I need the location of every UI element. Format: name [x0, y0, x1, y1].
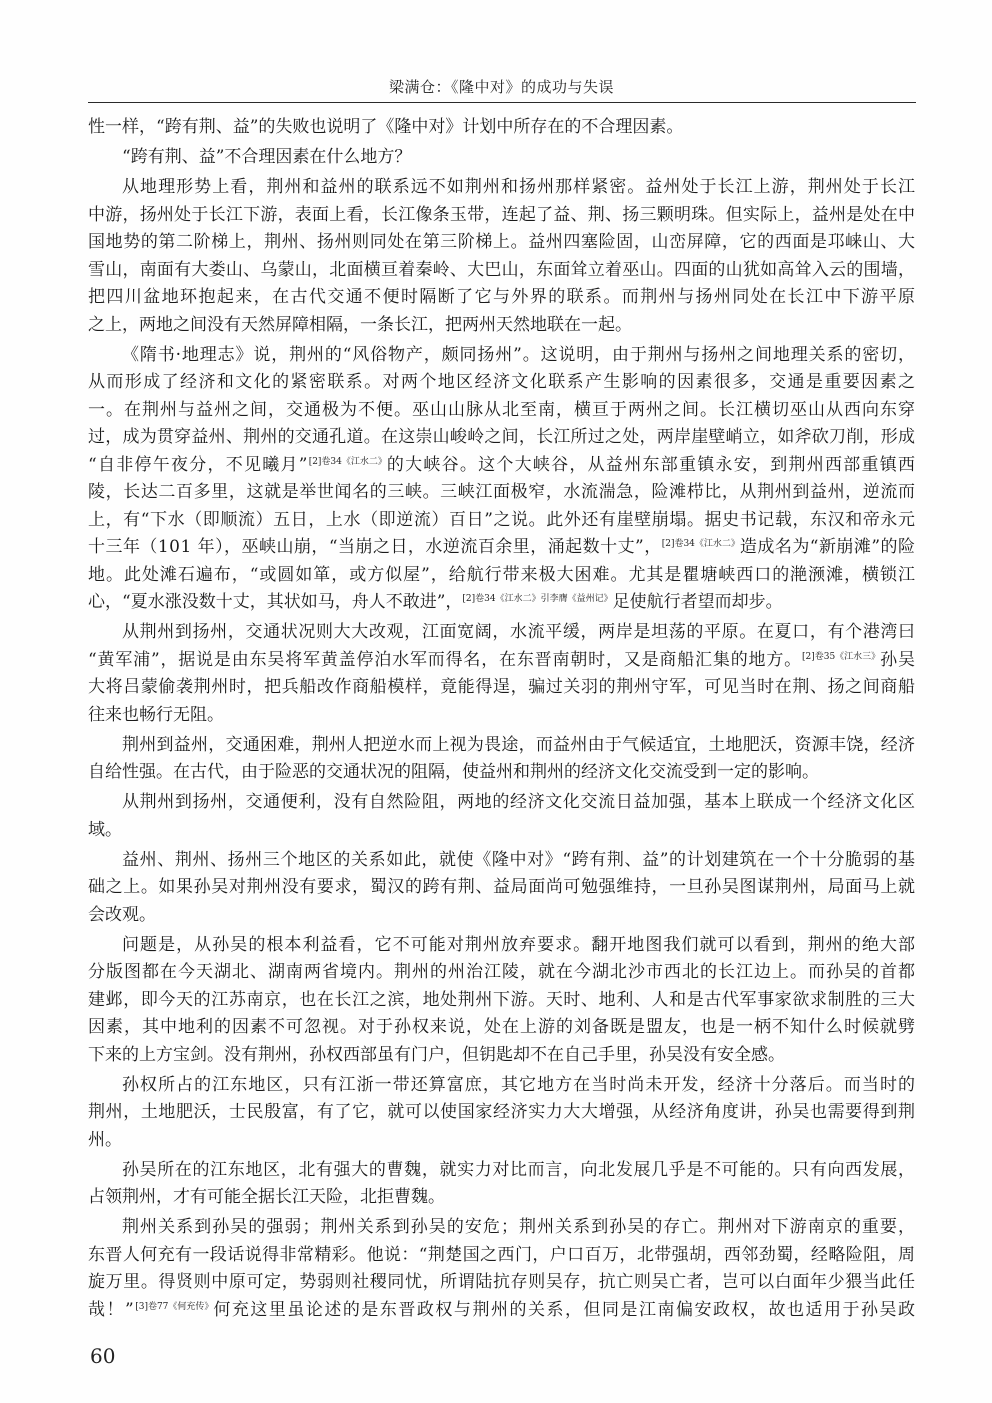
text-run: 性一样，“跨有荆、益”的失败也说明了《隆中对》计划中所存在的不合理因素。	[88, 117, 684, 137]
text-line	[88, 874, 915, 902]
text-line	[88, 1242, 915, 1270]
text-line	[88, 202, 915, 230]
text-line	[88, 257, 915, 285]
paragraph	[88, 789, 915, 844]
paragraph	[88, 144, 915, 172]
text-run: 中游，扬州处于长江下游，表面上看，长江像条玉带，连起了益、荆、扬三颗明珠。但实际上，益州是处在中	[88, 204, 916, 225]
text-line	[88, 817, 915, 845]
text-run: 会改观。	[88, 904, 156, 925]
text-line	[88, 987, 915, 1015]
text-line	[88, 1127, 915, 1155]
text-run: 孙吴	[880, 649, 916, 670]
paragraph	[88, 619, 915, 729]
paragraph	[88, 1214, 915, 1324]
text-run: 一。在荆州与益州之间，交通极为不便。巫山山脉从北至南，横亘于两州之间。长江横切巫山从西向东穿	[88, 399, 916, 420]
text-run: 下来的上方宝剑。没有荆州，孙权西部虽有门户，但钥匙却不在自己手里，孙吴没有安全感。	[88, 1044, 785, 1065]
text-run: 旋万里。得贤则中原可定，势弱则社稷同忧，所谓陆抗存则吴存，抗亡则吴亡者，岂可以白面年少猥当此任	[88, 1272, 916, 1292]
citation-superscript: [2]卷34《江水二》	[661, 539, 740, 549]
text-line	[88, 369, 915, 397]
text-run: 域。	[88, 819, 122, 840]
text-run: 础之上。如果孙吴对荆州没有要求，蜀汉的跨有荆、益局面尚可勉强维持，一旦孙吴图谋荆州，局面马上就	[88, 877, 916, 897]
text-run: 过，成为贯穿益州、荆州的交通孔道。在这崇山峻岭之间，长江所过之处，两岸崖壁峭立，如斧砍刀削，形成	[88, 427, 916, 447]
citation-superscript: [2]卷34《江水二》	[308, 456, 387, 467]
text-line	[88, 674, 915, 702]
text-line	[88, 424, 915, 452]
text-run: 荆州关系到孙吴的强弱；荆州关系到孙吴的安危；荆州关系到孙吴的存亡。荆州对下游南京的重要，	[122, 1217, 917, 1237]
text-run: 荆州，土地肥沃，士民殷富，有了它，就可以使国家经济实力大大增强，从经济角度讲，孙吴也需要得到荆	[88, 1102, 916, 1122]
text-run: 因素，其中地利的因素不可忽视。对于孙权来说，处在上游的刘备既是盟友，也是一柄不知什么时候就劈	[88, 1017, 916, 1037]
text-run: 之上，两地之间没有天然屏障相隔，一条长江，把两州天然地联在一起。	[88, 314, 632, 335]
text-run: 造成名为“新崩滩”的险	[739, 537, 916, 557]
text-run: 东晋人何充有一段话说得非常精彩。他说：“荆楚国之西门，户口百万，北带强胡，西邻劲蜀，经略险阻，周	[88, 1244, 916, 1265]
text-run: 问题是，从孙吴的根本利益看，它不可能对荆州放弃要求。翻开地图我们就可以看到，荆州的绝大部	[122, 934, 917, 955]
text-run: 足使航行者望而却步。	[612, 592, 783, 612]
text-run: 自给性强。在古代，由于险恶的交通状况的阻隔，使益州和荆州的经济文化交流受到一定的影响。	[88, 762, 819, 782]
text-line	[88, 1042, 915, 1070]
text-line	[88, 1072, 915, 1100]
text-line	[88, 507, 915, 535]
text-line	[88, 759, 915, 787]
text-line	[88, 397, 915, 425]
text-run: 哉！”	[88, 1299, 136, 1320]
text-line	[88, 1269, 915, 1297]
paragraph	[88, 114, 915, 142]
paragraph	[88, 174, 915, 339]
article-body	[88, 114, 915, 1324]
text-line	[88, 342, 915, 370]
text-line	[88, 1214, 915, 1242]
text-line	[88, 284, 915, 312]
text-line	[88, 229, 915, 257]
text-run: 的大峡谷。这个大峡谷，从益州东部重镇永安，到荆州西部重镇西	[386, 454, 917, 475]
text-line	[88, 1157, 915, 1185]
text-run: “自非停午夜分，不见曦月”	[88, 454, 309, 475]
page-number: 60	[90, 1344, 116, 1368]
text-run: 十三年（101 年），巫峡山崩，“当崩之日，水逆流百余里，涌起数十丈”，	[88, 537, 662, 557]
text-line	[88, 647, 915, 675]
text-run: 荆州到益州，交通困难，荆州人把逆水而上视为畏途，而益州由于气候适宜，土地肥沃，资源丰饶，经济	[122, 734, 916, 755]
paragraph	[88, 847, 915, 930]
text-run: 孙权所占的江东地区，只有江浙一带还算富庶，其它地方在当时尚未开发，经济十分落后。而当时的	[122, 1074, 917, 1095]
text-line	[88, 1099, 915, 1127]
text-run: 建邺，即今天的江苏南京，也在长江之滨，地处荆州下游。天时、地利、人和是古代军事家欲求制胜的三大	[88, 989, 916, 1010]
text-line	[88, 959, 915, 987]
text-line	[88, 114, 915, 142]
paragraph	[88, 732, 915, 787]
text-run: 雪山，南面有大娄山、乌蒙山，北面横亘着秦岭、大巴山，东面耸立着巫山。四面的山犹如高耸入云的围墙，	[88, 259, 916, 280]
text-run: 把四川盆地环抱起来，在古代交通不便时隔断了它与外界的联系。而荆州与扬州同处在长江中下游平原	[88, 287, 917, 307]
text-line	[88, 479, 915, 507]
text-line	[88, 1184, 915, 1212]
text-line	[88, 312, 915, 340]
header-rule	[88, 102, 916, 103]
citation-superscript: [3]卷77《何充传》	[135, 1301, 214, 1312]
text-line	[88, 144, 915, 172]
text-line	[88, 174, 915, 202]
text-run: 上，有“下水（即顺流）五日，上水（即逆流）百日”之说。此外还有崖壁崩塌。据史书记载，东汉和帝永元	[88, 509, 916, 530]
citation-superscript: [2]卷35《江水三》	[801, 651, 881, 662]
text-line	[88, 1297, 915, 1325]
text-run: 往来也畅行无阻。	[88, 704, 224, 725]
text-line	[88, 732, 915, 760]
text-run: 分版图都在今天湖北、湖南两省境内。荆州的州治江陵，就在今湖北沙市西北的长江边上。而孙吴的首都	[88, 962, 916, 982]
text-run: 州。	[88, 1129, 122, 1150]
text-run: “黄军浦”，据说是由东吴将军黄盖停泊水军而得名，在东晋南朝时，又是商船汇集的地方。	[88, 649, 802, 670]
text-line	[88, 932, 915, 960]
text-line	[88, 562, 915, 590]
text-run: 地。此处滩石遍布，“或圆如箪，或方似屋”，给航行带来极大困难。尤其是瞿塘峡西口的滟滪滩，横锁江	[88, 564, 916, 585]
text-run: 何充这里虽论述的是东晋政权与荆州的关系，但同是江南偏安政权，故也适用于孙吴政	[213, 1299, 917, 1320]
text-line	[88, 452, 915, 480]
text-run: 从而形成了经济和文化的紧密联系。对两个地区经济文化联系产生影响的因素很多，交通是重要因素之	[88, 372, 917, 392]
text-line	[88, 534, 915, 562]
text-line	[88, 619, 915, 647]
text-run: 占领荆州，才有可能全据长江天险，北拒曹魏。	[88, 1187, 445, 1207]
text-line	[88, 847, 915, 875]
text-line	[88, 902, 915, 930]
paragraph	[88, 1157, 915, 1212]
text-run: 孙吴所在的江东地区，北有强大的曹魏，就实力对比而言，向北发展几乎是不可能的。只有向西发展，	[122, 1159, 916, 1180]
text-run: “跨有荆、益”不合理因素在什么地方？	[122, 147, 412, 167]
text-run: 从地理形势上看，荆州和益州的联系远不如荆州和扬州那样紧密。益州处于长江上游，荆州处于长江	[122, 177, 917, 197]
text-line	[88, 1014, 915, 1042]
text-run: 陵，长达二百多里，这就是举世闻名的三峡。三峡江面极窄，水流湍急，险滩栉比，从荆州到益州，逆流而	[88, 482, 916, 502]
citation-superscript: [2]卷34《江水二》引李膺《益州记》	[462, 594, 613, 604]
text-run: 从荆州到扬州，交通状况则大大改观，江面宽阔，水流平缓，两岸是坦荡的平原。在夏口，有个港湾曰	[122, 622, 916, 642]
text-run: 《隋书·地理志》说，荆州的“风俗物产，颇同扬州”。这说明，由于荆州与扬州之间地理关系的密切，	[122, 344, 916, 365]
text-run: 从荆州到扬州，交通便利，没有自然险阻，两地的经济文化交流日益加强，基本上联成一个经济文化区	[122, 792, 916, 812]
text-run: 大将吕蒙偷袭荆州时，把兵船改作商船模样，竟能得逞，骗过关羽的荆州守军，可见当时在荆、扬之间商船	[88, 677, 916, 697]
paragraph	[88, 342, 915, 617]
text-run: 心，“夏水涨没数十丈，其状如马，舟人不敢进”，	[88, 592, 463, 612]
text-line	[88, 789, 915, 817]
paragraph	[88, 1072, 915, 1155]
paragraph	[88, 932, 915, 1070]
text-run: 益州、荆州、扬州三个地区的关系如此，就使《隆中对》“跨有荆、益”的计划建筑在一个十分脆弱的基	[122, 849, 916, 870]
text-run: 国地势的第二阶梯上，荆州、扬州则同处在第三阶梯上。益州四塞险固，山峦屏障，它的西面是邛崃山、大	[88, 232, 916, 252]
running-header: 梁满仓：《隆中对》的成功与失误	[388, 78, 614, 96]
text-line	[88, 702, 915, 730]
text-line	[88, 589, 915, 617]
